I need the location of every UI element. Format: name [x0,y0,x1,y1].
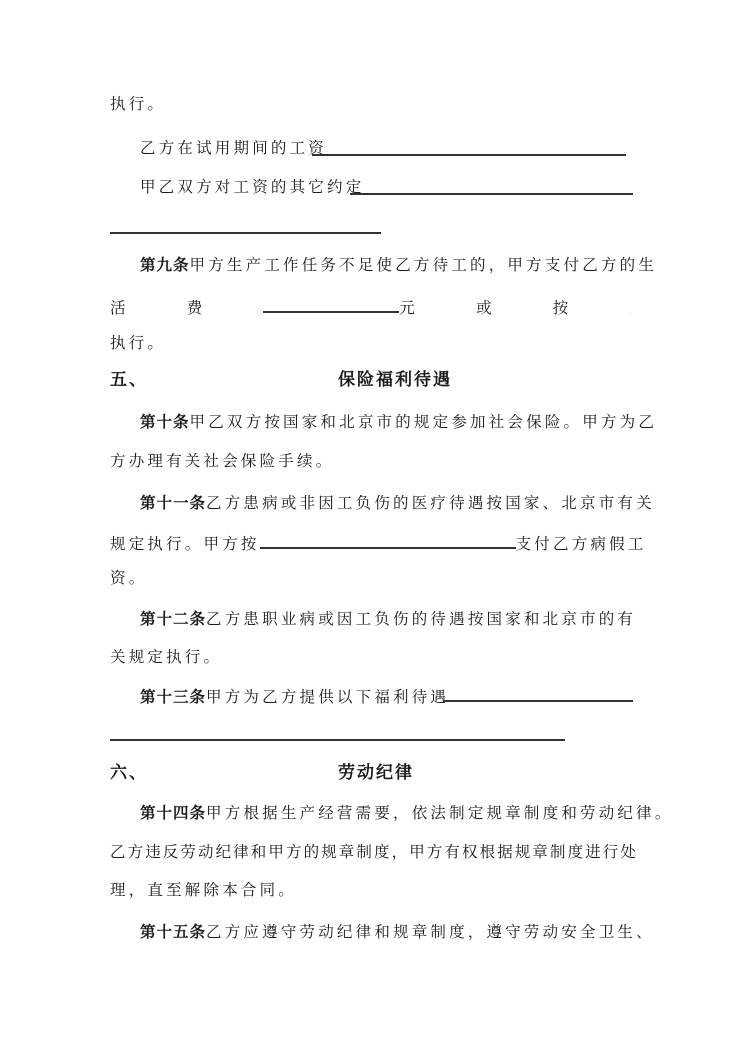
article-9-label: 第九条 [140,255,190,274]
article-10-line-2 [110,449,632,473]
other-wage-agreement-blank-continued[interactable] [110,232,381,234]
text: 支付乙方病假工 [515,535,647,553]
article-14-label: 第十四条 [140,803,207,822]
article-13-line-1 [140,685,632,709]
word: 元 [399,299,415,317]
article-14-text: 甲方根据生产经营需要，依法制定规章制度和劳动纪律。 [206,804,674,822]
word: 费 [186,299,203,317]
article-14-line-3 [110,878,632,902]
probation-wage-line [140,136,632,160]
article-9-text: 甲方生产工作任务不足使乙方待工的，甲方支付乙方的生 [189,256,658,274]
living-allowance-blank[interactable] [263,292,399,313]
probation-wage-label: 乙方在试用期间的工资 [140,139,328,157]
welfare-benefits-blank-continued[interactable] [110,739,565,741]
section-5-title: 保险福利待遇 [338,370,452,390]
other-wage-agreement-line [140,175,632,199]
article-11-line-2 [110,528,647,553]
text: 关规定执行。 [110,648,223,666]
article-15-text: 乙方应遵守劳动纪律和规章制度，遵守劳动安全卫生、 [206,923,655,941]
article-14-line-2 [110,840,639,864]
other-wage-agreement-label: 甲乙双方对工资的其它约定 [140,178,365,196]
article-9-line-3 [110,331,632,355]
article-11-line-1 [140,491,655,515]
article-12-text: 乙方患职业病或因工负伤的待遇按国家和北京市的有 [206,610,637,628]
word: 或 [476,299,492,317]
article-14-line-1 [140,801,674,825]
article-9-line-2 [110,292,632,316]
text: 方办理有关社会保险手续。 [110,452,335,470]
article-9-line-1 [140,253,658,277]
other-wage-agreement-blank[interactable] [350,193,633,195]
article-12-line-2 [110,645,632,669]
text: 乙方违反劳动纪律和甲方的规章制度，甲方有权根据规章制度进行处 [110,843,639,861]
paragraph-execution [110,92,632,116]
sick-pay-basis-blank[interactable] [260,528,516,549]
article-10-label: 第十条 [140,412,190,431]
article-10-line-1 [140,410,658,434]
section-5-number: 五、 [110,370,148,390]
text: 执行。 [110,334,167,352]
article-12-line-1 [140,607,637,631]
text: 资。 [110,569,148,587]
article-15-label: 第十五条 [140,922,207,941]
section-6-title: 劳动纪律 [338,763,414,783]
article-15-line-1 [140,920,655,944]
article-11-label: 第十一条 [140,493,207,512]
article-13-text: 甲方为乙方提供以下福利待遇 [206,688,450,706]
word: 按 [552,299,569,317]
article-11-line-3 [110,566,632,590]
article-11-text: 乙方患病或非因工负伤的医疗待遇按国家、北京市有关 [206,494,655,512]
living-allowance-group [263,292,415,320]
probation-wage-blank[interactable] [312,154,626,156]
text: 执行。 [110,95,167,113]
text: 理，直至解除本合同。 [110,881,298,899]
article-13-label: 第十三条 [140,687,207,706]
text: 规定执行。甲方按 [110,535,260,553]
article-10-text: 甲乙双方按国家和北京市的规定参加社会保险。甲方为乙 [189,413,658,431]
article-12-label: 第十二条 [140,609,207,628]
word: 活 [110,299,126,317]
section-6-number: 六、 [110,763,148,783]
scan-mark: . [629,306,632,315]
welfare-benefits-blank[interactable] [443,700,633,702]
